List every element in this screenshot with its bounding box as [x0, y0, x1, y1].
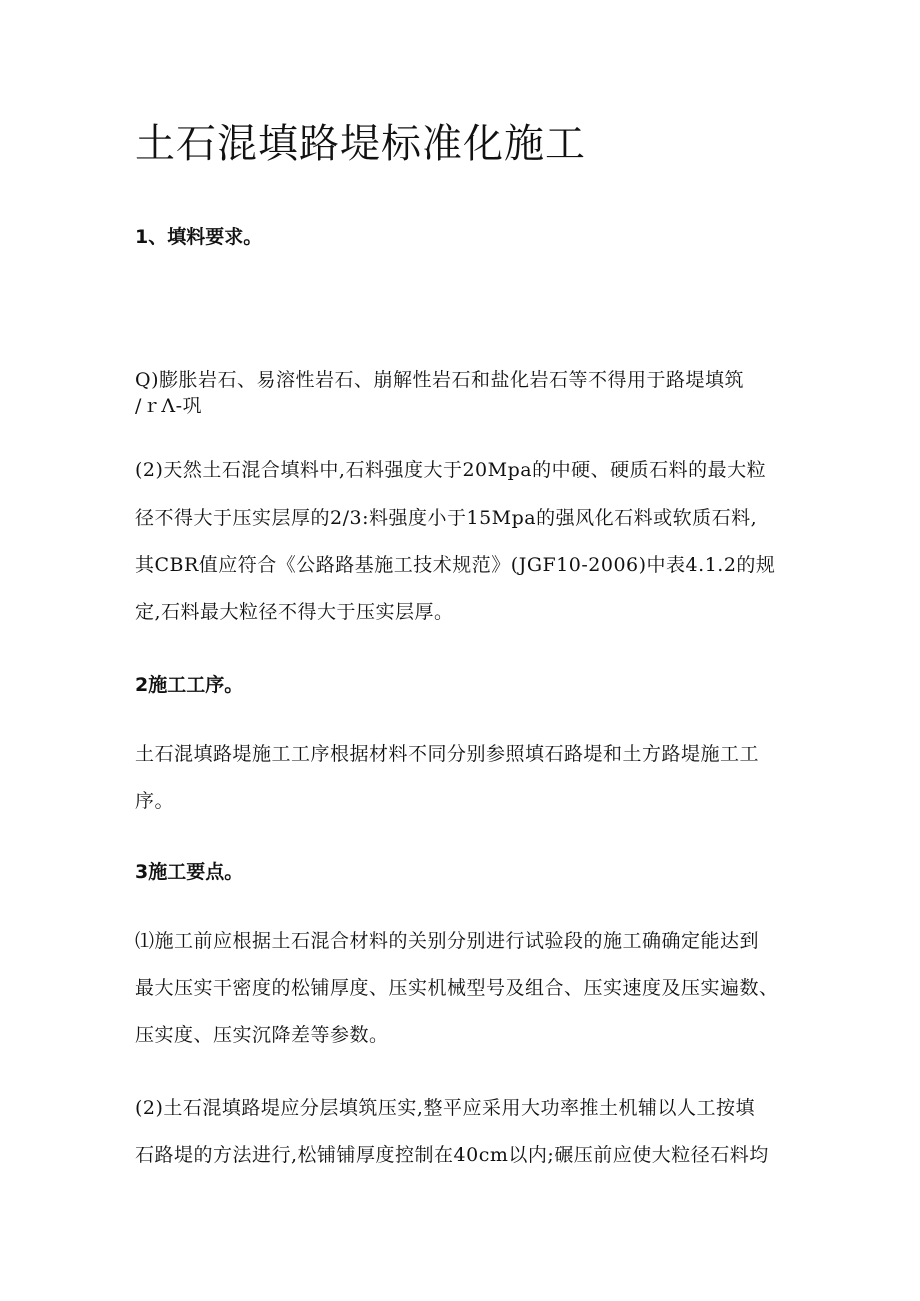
paragraph-line: 其CBR值应符合《公路路基施工技术规范》(JGF10-2006)中表4.1.2的规: [135, 554, 776, 576]
paragraph-line: ⑴施工前应根据土石混合材料的关别分别进行试验段的施工确确定能达到: [135, 930, 760, 952]
paragraph-line: 序。: [135, 790, 175, 812]
page-title: 土石混填路堤标准化施工: [135, 121, 586, 167]
paragraph-line: 径不得大于压实层厚的2/3:料强度小于15Mpa的强风化石料或软质石料,: [135, 507, 758, 529]
paragraph-line: 最大压实干密度的松铺厚度、压实机械型号及组合、压实速度及压实遍数、: [135, 977, 779, 999]
section-heading-1: 1、填料要求。: [135, 226, 263, 248]
section-heading-2: 2施工工序。: [135, 674, 244, 696]
paragraph-line: (2)天然土石混合填料中,石料强度大于20Mpa的中硬、硬质石料的最大粒: [135, 459, 767, 481]
paragraph-line: Q)膨胀岩石、易溶性岩石、崩解性岩石和盐化岩石等不得用于路堤填筑: [135, 369, 744, 391]
paragraph-line: 定,石料最大粒径不得大于压实层厚。: [135, 601, 454, 623]
paragraph-line: (2)土石混填路堤应分层填筑压实,整平应采用大功率推土机辅以人工按填: [135, 1097, 755, 1119]
section-heading-3: 3施工要点。: [135, 861, 244, 883]
paragraph-line: 土石混填路堤施工工序根据材料不同分别参照填石路堤和土方路堤施工工: [135, 743, 760, 765]
paragraph-line: 压实度、压实沉降差等参数。: [135, 1024, 389, 1046]
paragraph-line: /ｒΛ-巩: [135, 395, 203, 417]
paragraph-line: 石路堤的方法进行,松铺铺厚度控制在40cm以内;碾压前应使大粒径石料均: [135, 1144, 769, 1166]
